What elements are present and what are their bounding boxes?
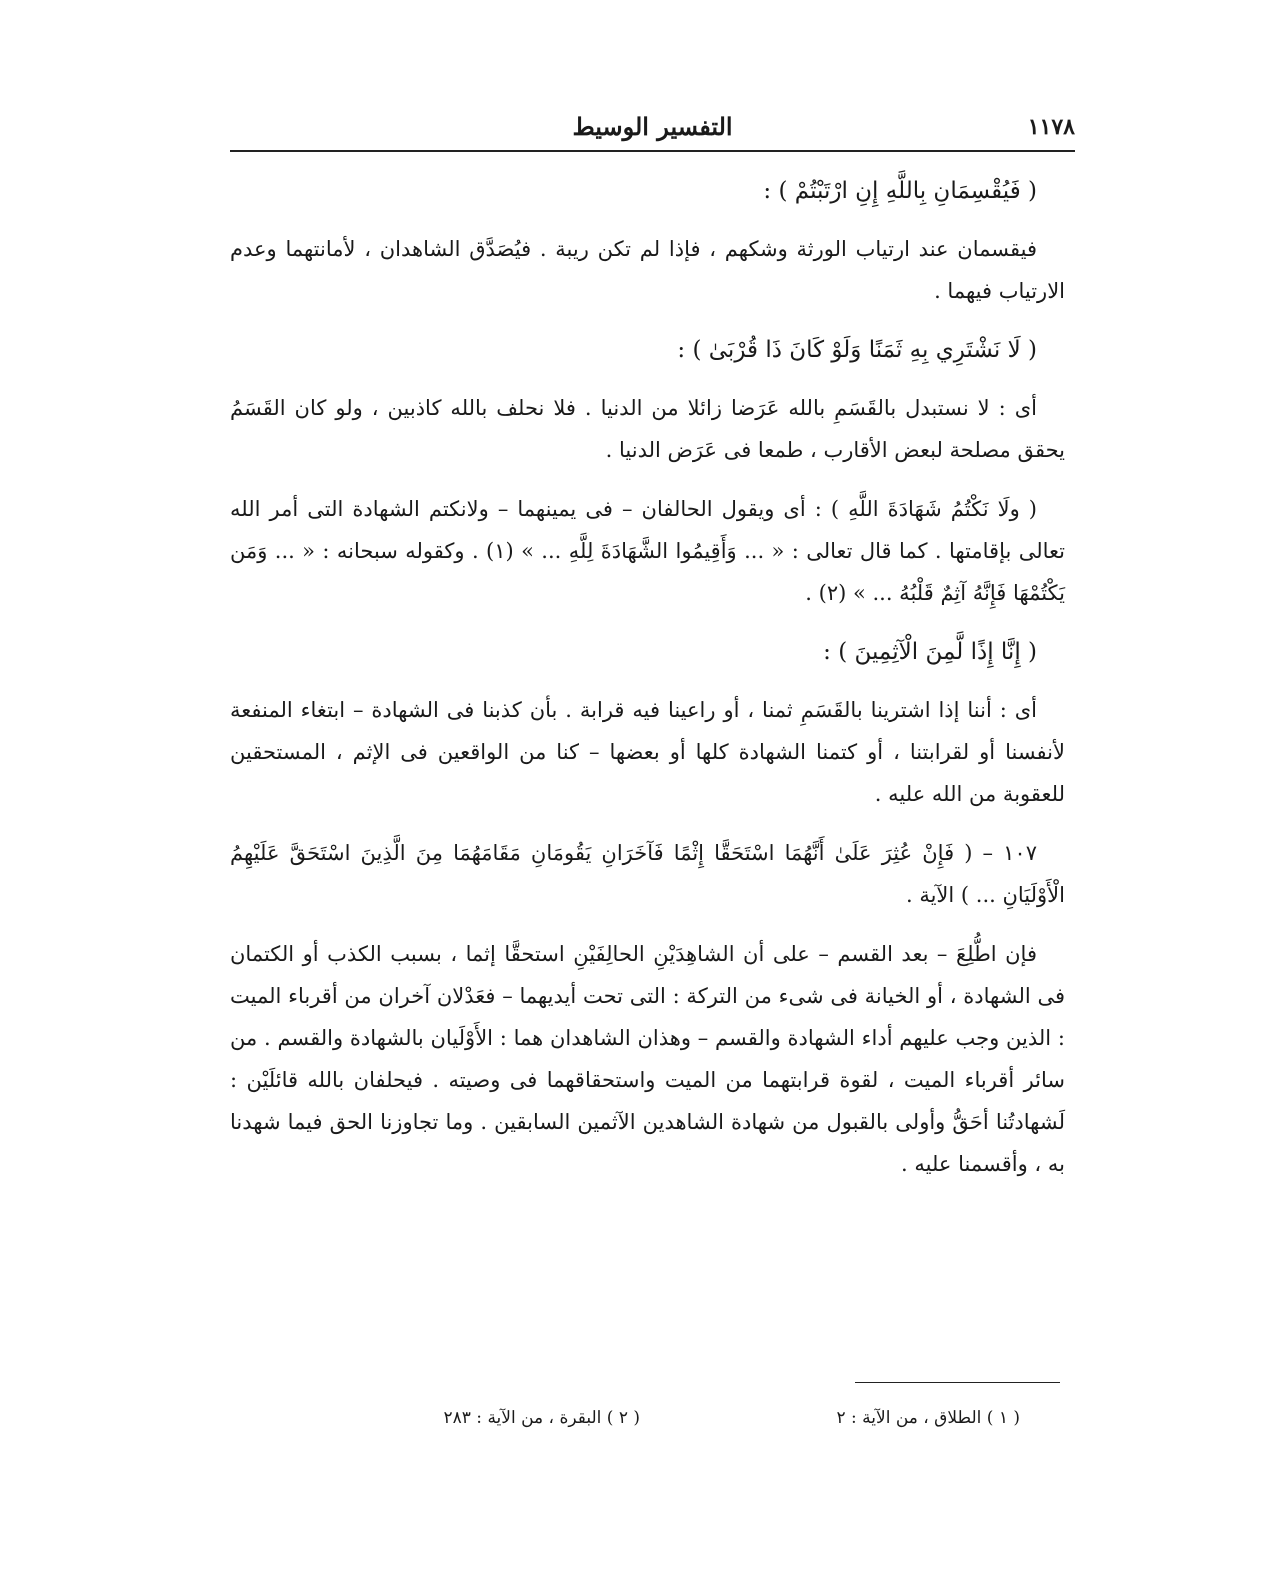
verse-heading: ( فَيُقْسِمَانِ بِاللَّهِ إِنِ ارْتَبْتُمْ ) : (763, 178, 1037, 204)
page-body (230, 170, 1065, 1202)
book-title: التفسير الوسيط (572, 112, 733, 141)
paragraph: أى : أننا إذا اشترينا بالقَسَمِ ثمنا ، أو راعينا فيه قرابة . بأن كذبنا فى الشهادة – ابتغاء المنفعة لأنفسنا أو لقرابتنا ، أو كتمنا الشهادة كلها أو بعضها – كنا من الواقعين فى الإثم ، المستحقين للعقوبة من الله عليه . (230, 698, 1065, 806)
verse-heading: ( لَا نَشْتَرِي بِهِ ثَمَنًا وَلَوْ كَانَ ذَا قُرْبَىٰ ) : (677, 337, 1037, 363)
paragraph: فإن اطُّلِعَ – بعد القسم – على أن الشاهِدَيْنِ الحالِفَيْنِ استحقَّا إثما ، بسبب الكذب أو الكتمان فى الشهادة ، أو الخيانة فى شىء من التركة : التى تحت أيديهما – فعَدْلان آخران من أقرباء الميت : الذين وجب عليهم أداء الشهادة والقسم – وهذان الشاهدان هما : الأَوْلَيان بالشهادة والقسم . من سائر أقرباء الميت ، لقوة قرابتهما من الميت واستحقاقهما فى وصيته . فيحلفان بالله قائلَيْن : لَشهادتُنا أحَقُّ وأولى بالقبول من شهادة الشاهدين الآثمين السابقين . وما تجاوزنا الحق فيما شهدنا به ، وأقسمنا عليه . (230, 942, 1065, 1176)
verse-paragraph: ١٠٧ – ( فَإِنْ عُثِرَ عَلَىٰ أَنَّهُمَا اسْتَحَقَّا إِثْمًا فَآخَرَانِ يَقُومَانِ مَقَامَهُمَا مِنَ الَّذِينَ اسْتَحَقَّ عَلَيْهِمُ الْأَوْلَيَانِ ... ) الآية . (230, 841, 1065, 907)
footnote-divider (855, 1382, 1060, 1383)
verse-heading: ( إِنَّا إِذًا لَّمِنَ الْآثِمِينَ ) : (823, 639, 1037, 665)
paragraph: فيقسمان عند ارتياب الورثة وشكهم ، فإذا لم تكن ريبة . فيُصَدَّق الشاهدان ، لأمانتهما وعدم الارتياب فيهما . (230, 237, 1065, 303)
page-number: ١١٧٨ (1027, 114, 1075, 140)
footnotes (360, 1408, 1020, 1438)
footnote-1: ( ١ ) الطلاق ، من الآية : ٢ (836, 1408, 1020, 1428)
paragraph: ( ولَا نَكْتُمُ شَهَادَةَ اللَّهِ ) : أى ويقول الحالفان – فى يمينهما – ولانكتم الشهادة التى أمر الله تعالى بإقامتها . كما قال تعالى : « ... وَأَقِيمُوا الشَّهَادَةَ لِلَّهِ ... » (١) . وكقوله سبحانه : « ... وَمَن يَكْتُمْهَا فَإِنَّهُ آثِمٌ قَلْبُهُ ... » (٢) . (230, 497, 1065, 605)
page-header (230, 104, 1075, 152)
footnote-2: ( ٢ ) البقرة ، من الآية : ٢٨٣ (443, 1408, 640, 1428)
paragraph: أى : لا نستبدل بالقَسَمِ بالله عَرَضا زائلا من الدنيا . فلا نحلف بالله كاذبين ، ولو كان القَسَمُ يحقق مصلحة لبعض الأقارب ، طمعا فى عَرَض الدنيا . (230, 396, 1065, 462)
